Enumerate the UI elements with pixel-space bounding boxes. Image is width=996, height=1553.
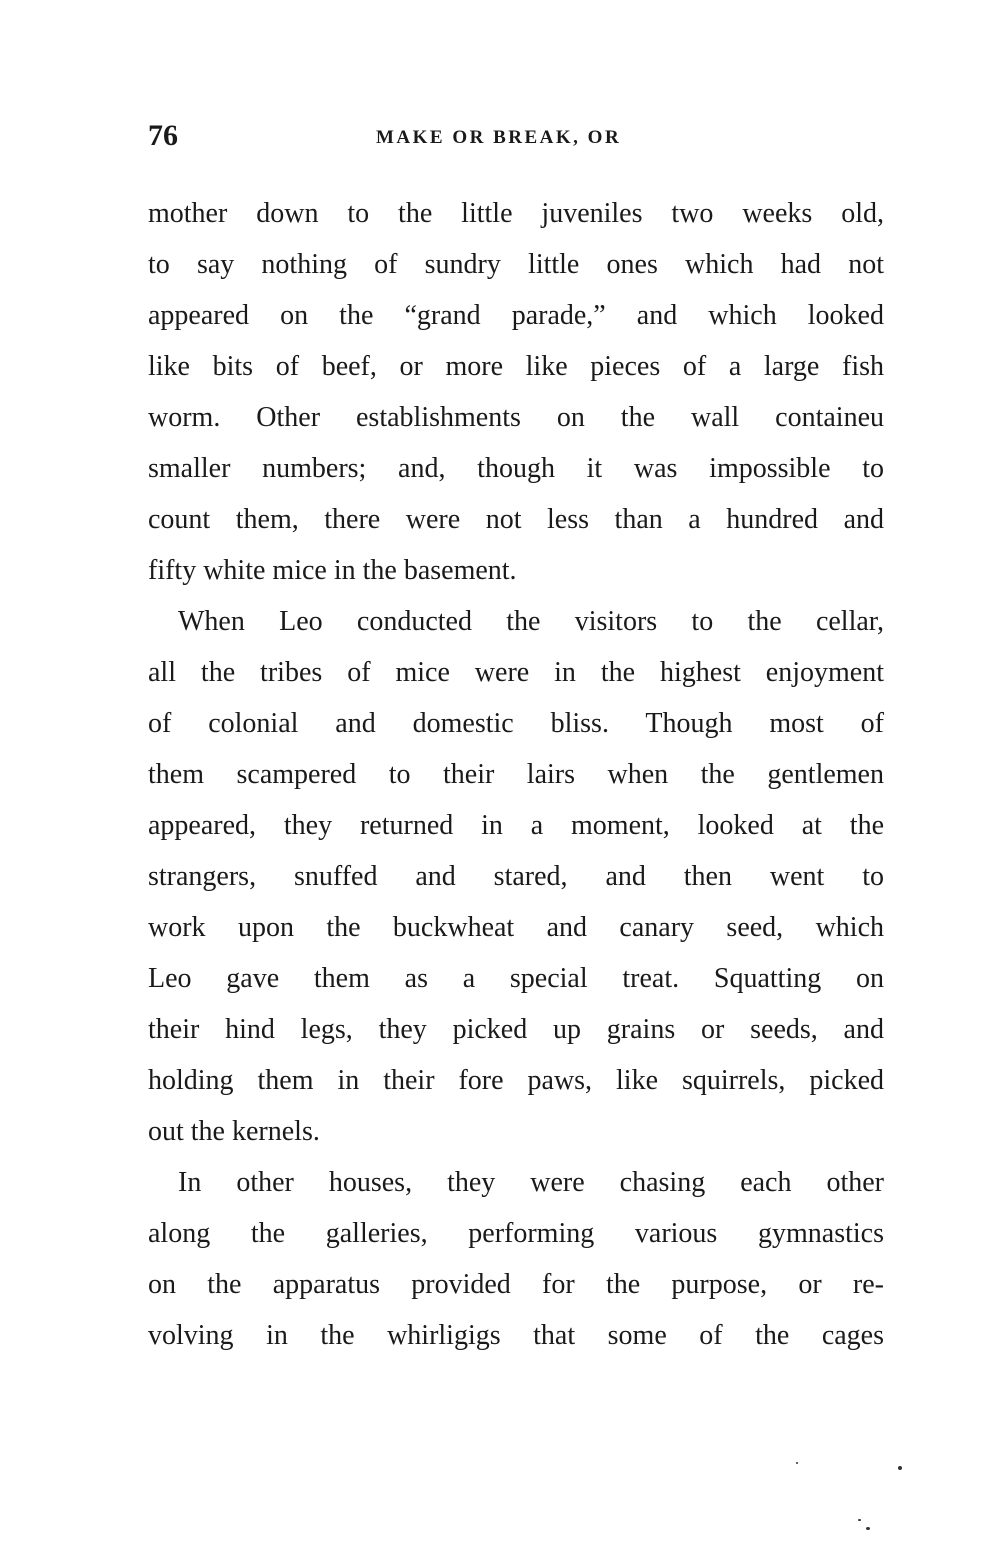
text-line: worm. Other establishments on the wall containeu xyxy=(148,402,884,433)
running-head: MAKE OR BREAK, OR xyxy=(376,127,622,148)
text-line: of colonial and domestic bliss. Though most of xyxy=(148,708,884,739)
scan-speck xyxy=(866,1527,870,1530)
text-line: fifty white mice in the basement. xyxy=(148,555,517,586)
text-line: them scampered to their lairs when the gentlemen xyxy=(148,759,884,790)
text-line: Leo gave them as a special treat. Squatting on xyxy=(148,963,884,994)
paragraph-start-line: When Leo conducted the visitors to the cellar, xyxy=(178,606,884,637)
text-line: to say nothing of sundry little ones which had not xyxy=(148,249,884,280)
scan-speck xyxy=(858,1519,861,1521)
paragraph-start-line: In other houses, they were chasing each other xyxy=(178,1167,884,1198)
text-line: mother down to the little juveniles two weeks old, xyxy=(148,198,884,229)
text-line: smaller numbers; and, though it was impossible to xyxy=(148,453,884,484)
body-text xyxy=(148,188,884,1361)
text-line: their hind legs, they picked up grains or seeds, and xyxy=(148,1014,884,1045)
text-line: like bits of beef, or more like pieces of a large fish xyxy=(148,351,884,382)
text-line: holding them in their fore paws, like squirrels, picked xyxy=(148,1065,884,1096)
scan-speck xyxy=(898,1466,902,1470)
page-number: 76 xyxy=(148,119,178,152)
text-line: appeared on the “grand parade,” and which looked xyxy=(148,300,884,331)
text-line: work upon the buckwheat and canary seed, which xyxy=(148,912,884,943)
text-line: count them, there were not less than a hundred and xyxy=(148,504,884,535)
text-line: on the apparatus provided for the purpose, or re- xyxy=(148,1269,884,1300)
text-line: along the galleries, performing various gymnastics xyxy=(148,1218,884,1249)
text-line: strangers, snuffed and stared, and then went to xyxy=(148,861,884,892)
text-line: out the kernels. xyxy=(148,1116,320,1147)
text-line: volving in the whirligigs that some of the cages xyxy=(148,1320,884,1351)
text-line: appeared, they returned in a moment, looked at the xyxy=(148,810,884,841)
text-line: all the tribes of mice were in the highest enjoyment xyxy=(148,657,884,688)
scan-speck xyxy=(796,1462,798,1464)
